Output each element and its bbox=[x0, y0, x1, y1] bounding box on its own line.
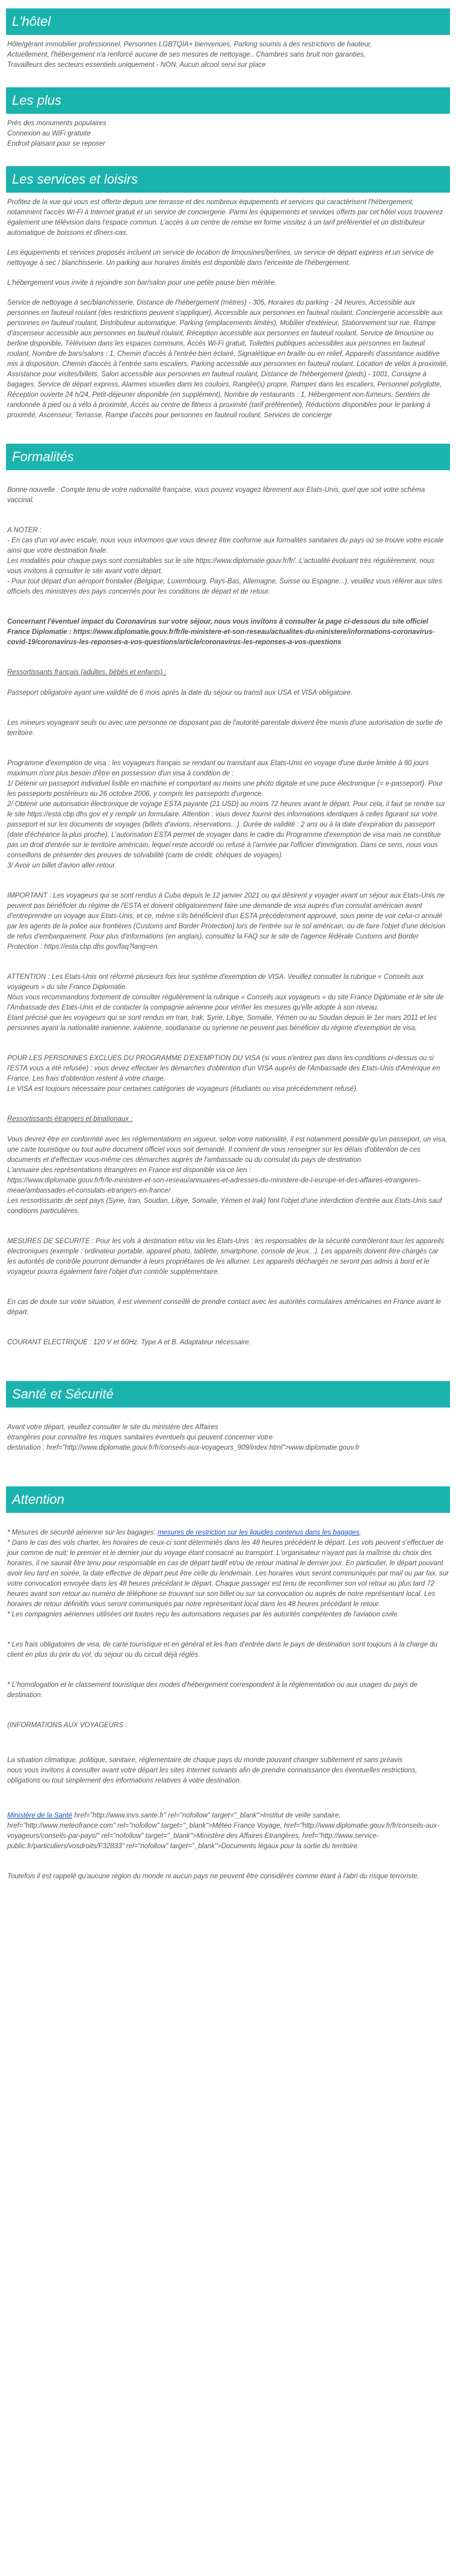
attention-paragraph: Toutefois il est rappelé qu'aucune région du monde ni aucun pays ne peuvent être considérés comme étant à l'abri du risque terroriste. bbox=[7, 1873, 419, 1880]
formalites-paragraph: Passeport obligatoire ayant une validité de 6 mois après la date du séjour ou transit aux USA et VISA obligatoire. bbox=[7, 689, 353, 697]
attention-p6-text: href="http://www.invs.sante.fr" rel="nofollow" target="_blank">Institut de veille sanitaire, href="http://www.meteofrance.com" rel="nofollow" target="_blank">Météo France Voyage, href="http://www.diplomatie.gouv.fr/fr/conseils-aux-voyageurs/conseils-par-pays/" rel="nofollow" target="_blank">Ministère des Affaires Etrangères, href="http://www.service-public.fr/particuliers/vosdroits/F32833" rel="nofollow" target="_blank">Documents légaux pour la sortie du territoire. bbox=[7, 1812, 439, 1850]
coronavirus-notice: Concernant l'éventuel impact du Coronavirus sur votre séjour, nous vous invitons à consulter la page ci-dessous du site officiel France Diplomatie : https://www.diplomatie.gouv.fr/fr/le-ministere-et-son-reseau/actualites-du-ministere/informations-coronavirus-covid-19/coronavirus-les-reponses-a-vos-questions/article/coronavirus-les-reponses-a-vos-questions bbox=[7, 618, 435, 646]
plus-item: Connexion au WiFi gratuite bbox=[7, 130, 91, 137]
formalites-paragraph: Vous devrez être en conformité avec les réglementations en vigueur, selon votre nationalité, il est notamment possible qu'un passeport, un visa, une carte touristique ou tout autre document officiel vous soit demandé. Il convient de vous renseigner sur les délais d'obtention de ces documents et d'effectuer vous-même ces démarches auprès de l'ambassade ou du consulat du pays de destination. L'annuaire des représentations étrangères en France est disponible via ce lien : https://www.diplomatie.gouv.fr/fr/le-ministere-et-son-reseau/annuaires-et-adresses-du-ministere-de-l-europe-et-des-affaires-etrangeres-meae/ambassades-et-consulats-etrangers-en-france/ Les ressortissants de sept pays (Syrie, Iran, Soudan, Libye, Somalie, Yémen et Irak) font l'objet d'une interdiction d'entrée aux Etats-Unis sauf conditions particulières. bbox=[7, 1136, 448, 1215]
attention-paragraph: * L'homologation et le classement touristique des modes d'hébergement correspondent à la réglementation ou aux usages du pays de destination. bbox=[7, 1681, 418, 1699]
plus-item: Endroit plaisant pour se reposer bbox=[7, 140, 106, 147]
formalites-paragraph: Les mineurs voyageant seuls ou avec une personne ne disposant pas de l'autorité parentale doivent être munis d'une autorisation de sortie de territoire. bbox=[7, 719, 443, 737]
formalites-paragraph: IMPORTANT : Les voyageurs qui se sont rendus à Cuba depuis le 12 janvier 2021 ou qui désirent y voyager avant un séjour aux Etats-Unis ne peuvent pas bénéficier du régime de l'ESTA et doivent obligatoirement faire une demande de visa auprès d'un consulat américain avant d'entreprendre un voyage aux Etats-Unis, et ce, même s'ils bénéficient d'un ESTA précédemment approuvé, sous peine de voir celui-ci annulé par les agents de la police aux frontières (Customs and Border Protection) lors de l'entrée sur le sol américain, ou de faire l'objet d'une décision de refus d'embarquement. Pour plus d'informations (en anglais), consultez la FAQ sur le site de l'agence fédérale Customs and Border Protection : https://esta.cbp.dhs.gov/faq?lang=en. bbox=[7, 892, 446, 951]
attention-p1-post: . * Dans le cas des vols charter, les horaires de ceux-ci sont déterminés dans les 48 heures précédent le départ. Les vols peuvent s'effectuer de jour comme de nuit; le premier et le dernier jour du voyage étant consacré au transport. L'organisateur n'ayant pas la maîtrise du choix des horaires, il ne saurait être tenu pour responsable en cas de départ tardif et/ou de retour matinal le dernier jour. En particulier, le départ pouvant avoir lieu tard en soirée, la date effective de départ peut être celle du lendemain. Les horaires vous seront communiqués par mail ou par fax, sur votre convocation envoyée dans les 48 heures précédant le départ. Chaque passager est tenu de reconfirmer son vol retour au plus tard 72 heures avant son retour au numéro de téléphone se trouvant sur son billet ou sur sa convocation ou auprès de notre représentant local. Les horaires de retour définitifs vous seront communiqués par notre représentant local dans les 48 heures précédant le retour. * Les compagnies aériennes utilisées ont toutes reçu les autorisations requises par les autorités compétentes de l'aviation civile. bbox=[7, 1529, 449, 1618]
services-paragraph: L'hébergement vous invite à rejoindre son bar/salon pour une petite pause bien méritée. bbox=[7, 279, 277, 287]
section-header-attention: Attention bbox=[6, 1486, 450, 1513]
section-header-hotel: L'hôtel bbox=[6, 8, 450, 35]
ressortissants-etrangers-heading: Ressortissants étrangers et binationaux : bbox=[7, 1116, 133, 1123]
formalites-paragraph: MESURES DE SECURITE : Pour les vols à destination et/ou via les Etats-Unis : les responsables de la sécurité contrôleront tous les appareils électroniques (exemple : ordinateur portable, appareil photo, tablette, smartphone, console de jeux...). Les appareils doivent être chargés car les autorités de contrôle pourront demander à leurs propriétaires de les allumer. Les appareils déchargés ne seront pas admis à bord et le voyageur pourra également faire l'objet d'un contrôle supplémentaire. bbox=[7, 1238, 445, 1276]
sante-section bbox=[6, 1412, 450, 1473]
hotel-line: Hôte/gérant immobilier professionnel, Personnes LGBTQIA+ bienvenues, Parking soumis à des restrictions de hauteur, bbox=[7, 41, 372, 48]
section-header-sante: Santé et Sécurité bbox=[6, 1381, 450, 1407]
plus-section bbox=[6, 119, 450, 149]
sante-paragraph: Avant votre départ, veuillez consulter le site du ministère des Affaires étrangères pour connaître les risques sanitaires éventuels qui peuvent concerner votre destination : href="http://www.diplomatie.gouv.fr/fr/conseils-aux-voyageurs_909/index.html">www.diplomatie.gouv.fr bbox=[7, 1424, 360, 1451]
formalites-paragraph: Programme d'exemption de visa : les voyageurs français se rendant ou transitant aux Etats-Unis en voyage d'une durée limitée à 90 jours maximum n'ont plus besoin d'être en possession d'un visa à condition de : 1/ Détenir un passeport individuel lisible en machine et comportant au moins une photo digitale et une puce électronique (= e-passeport). Pour les passeports postérieurs au 26 octobre 2006, y compris les passeports d'urgence. 2/ Obtenir une autorisation électronique de voyage ESTA payante (21 USD) au moins 72 heures avant le départ. Pour cela, il faut se rendre sur le site https://esta.cbp.dhs.gov et y remplir un formulaire. Attention : vous devez fournir des informations identiques à celles figurant sur votre passeport et sur les documents de voyages (billets d'avions, réservations...). Durée de validité : 2 ans ou à la date d'expiration du passeport (date d'échéance la plus proche). L'autorisation ESTA permet de voyager dans le cadre du Programme d'exemption de visa mais ne constitue pas un droit d'entrée sur le territoire américain, lequel reste accordé ou refusé à l'arrivée par l'officier d'immigration. Dans ce sens, nous vous conseillons de présenter des preuves de solvabilité (carte de crédit, chèques de voyages). 3/ Avoir un billet d'avion aller-retour. bbox=[7, 760, 446, 869]
hotel-section bbox=[6, 40, 450, 70]
attention-paragraph: (INFORMATIONS AUX VOYAGEURS : bbox=[7, 1722, 128, 1729]
attention-paragraph bbox=[7, 1811, 449, 1852]
formalites-paragraph: ATTENTION : Les Etats-Unis ont réformé plusieurs fois leur système d'exemption de VISA. Veuillez consulter la rubrique « Conseils aux voyageurs » du site France Diplomatie. Nous vous recommandons fortement de consulter régulièrement la rubrique « Conseils aux voyageurs » du site France Diplomatie et le site de l'Ambassade des Etats-Unis et de contacter la compagnie aérienne pour vérifier les mesures qu'elle adopte à son niveau. Etant précisé que les voyageurs qui se sont rendus en Iran, Irak, Syrie, Libye, Somalie, Yémen ou au Soudan depuis le 1er mars 2011 et les personnes ayant la nationalité iranienne, irakienne, soudanaise ou syrienne ne peuvent pas bénéficier du régime d'exemption de visa. bbox=[7, 973, 444, 1032]
ressortissants-francais-heading: Ressortissants français (adultes, bébés et enfants) : bbox=[7, 669, 167, 676]
attention-paragraph bbox=[7, 1528, 449, 1620]
services-paragraph: Profitez de la vue qui vous est offerte depuis une terrasse et des nombreux équipements et services qui caractérisent l'hébergement, notamment l'accès Wi-Fi à Internet gratuit et un service de conciergerie. Parmi les équipements et services offerts par cet hôtel vous trouverez également une télévision dans l'espace commun. L'accès à un centre de remise en forme vissitez à un tarif préférentiel et un distributeur automatique de boissons et dîners-cas. bbox=[7, 199, 443, 237]
services-paragraph: Les équipements et services proposés incluent un service de location de limousines/berlines, un service de départ express et un service de nettoyage à sec / blanchisserie. Un parking aux horaires limités est disponible dans l'enceinte de l'hébergement. bbox=[7, 249, 434, 267]
section-header-plus: Les plus bbox=[6, 87, 450, 114]
services-section bbox=[6, 197, 450, 421]
attention-paragraph: La situation climatique, politique, sanitaire, réglementaire de chaque pays du monde pouvant changer subitement et sans préavis nous vous invitons à consulter avant votre départ les sites Internet suivants afin de prendre connaissance des éventuelles restrictions, obligations ou tout simplement des informations relatives à votre destination. bbox=[7, 1757, 417, 1784]
formalites-paragraph: COURANT ELECTRIQUE : 120 V et 60Hz. Type A et B. Adaptateur nécessaire. bbox=[7, 1339, 251, 1346]
ministere-sante-link[interactable]: Ministère de la Santé bbox=[7, 1812, 73, 1819]
hotel-line: Actuellement, l'hébergement n'a renforcé aucune de ses mesures de nettoyage., Chambres sans bruit non garanties, bbox=[7, 51, 366, 58]
formalites-paragraph: En cas de doute sur votre situation, il est vivement conseillé de prendre contact avec les autorités consulaires américaines en France avant le départ. bbox=[7, 1299, 442, 1316]
liquides-restriction-link[interactable]: mesures de restriction sur les liquides contenus dans les bagages bbox=[157, 1529, 360, 1536]
attention-section bbox=[6, 1518, 450, 1902]
formalites-section bbox=[6, 475, 450, 1368]
services-paragraph: Service de nettoyage à sec/blanchisserie, Distance de l'hébergement (mètres) - 305, Horaires du parking - 24 heures, Accessible aux personnes en fauteuil roulant (des restrictions peuvent s'appliquer), Accessible aux personnes en fauteuil roulant, Conciergerie accessible aux personnes en fauteuil roulant, Distributeur automatique, Parking (emplacements limités), Mobilier d'extérieur, Stationnement sur rue, Rampe d'ascenseur accessible aux personnes en fauteuil roulant, Réception accessible aux personnes en fauteuil roulant, Service de limousine ou berline disponible, Télévision dans les espaces communs, Accès Wi-Fi gratuit, Toilettes publiques accessibles aux personnes en fauteuil roulant, Nombre de bars/salons : 1, Chemin d'accès à l'entrée bien éclairé, Signalétique en braille ou en relief, Appareils d'assistance auditive mis à disposition, Chemin d'accès à l'entrée sans escaliers, Parking accessible aux personnes en fauteuil roulant, Location de vélos à proximité, Assistance pour visites/billets, Salon accessible aux personnes en fauteuil roulant, Distance de l'hébergement (pieds) - 1001, Consigne à bagages, Service de départ express, Alarmes visuelles dans les couloirs, Rangée(s) propre, Rampes dans les escaliers, Personnel polyglotte, Réception ouverte 24 h/24, Petit-déjeuner disponible (en supplément), Nombre de restaurants : 1, Hébergement non-fumeurs, Sentiers de randonnée à pied ou à vélo à proximité, Accès au centre de fitness à proximité (tarif préférentiel), Réductions disponibles pour le parking à proximité, Ascenseur, Terrasse, Rampe d'accès pour personnes en fauteuil roulant, Services de concierge bbox=[7, 299, 449, 419]
section-header-formalites: Formalités bbox=[6, 444, 450, 470]
attention-p1-pre: * Mesures de sécurité aérienne sur les bagages: bbox=[7, 1529, 158, 1536]
plus-item: Prés des monuments populaires bbox=[7, 120, 106, 127]
section-header-services: Les services et loisirs bbox=[6, 166, 450, 193]
formalites-paragraph: Bonne nouvelle : Compte tenu de votre nationalité française, vous pouvez voyagez librement aux Etats-Unis, quel que soit votre schéma vaccinal. bbox=[7, 486, 425, 504]
hotel-line: Travailleurs des secteurs essentiels uniquement - NON, Aucun alcool servi sur place bbox=[7, 61, 266, 69]
formalites-paragraph: POUR LES PERSONNES EXCLUES DU PROGRAMME D'EXEMPTION DU VISA (si vous n'entrez pas dans les conditions ci-dessus ou si l'ESTA vous a été refusée) : vous devez effectuer les démarches d'obtention d'un VISA auprès de l'Ambassade des Etats-Unis d'Amérique en France. Les frais d'obtention restent à votre charge. Le VISA est toujours nécessaire pour certaines catégories de voyageurs (étudiants ou visa précédemment refusé). bbox=[7, 1055, 440, 1093]
attention-paragraph: * Les frais obligatoires de visa, de carte touristique et en général et les frais d'entrée dans le pays de destination sont toujours à la charge du client en plus du prix du vol, du séjour ou du circuit déjà réglés. bbox=[7, 1641, 437, 1659]
formalites-paragraph: A NOTER : - En cas d'un vol avec escale, nous vous informons que vous devrez être conforme aux formalités sanitaires du pays où se trouve votre escale ainsi que votre destination finale. Les modalités pour chaque pays sont consultables sur le site https://www.diplomatie.gouv.fr/fr/. L'actualité évoluant très régulièrement, nous vous invitons à consulter le site avant votre départ. - Pour tout départ d'un aéroport frontalier (Belgique, Luxembourg, Pays-Bas, Allemagne, Suisse ou Espagne...), veuillez vous référer aux sites officiels des ministères des pays concernés pour les conditions de départ et de retour. bbox=[7, 527, 444, 595]
